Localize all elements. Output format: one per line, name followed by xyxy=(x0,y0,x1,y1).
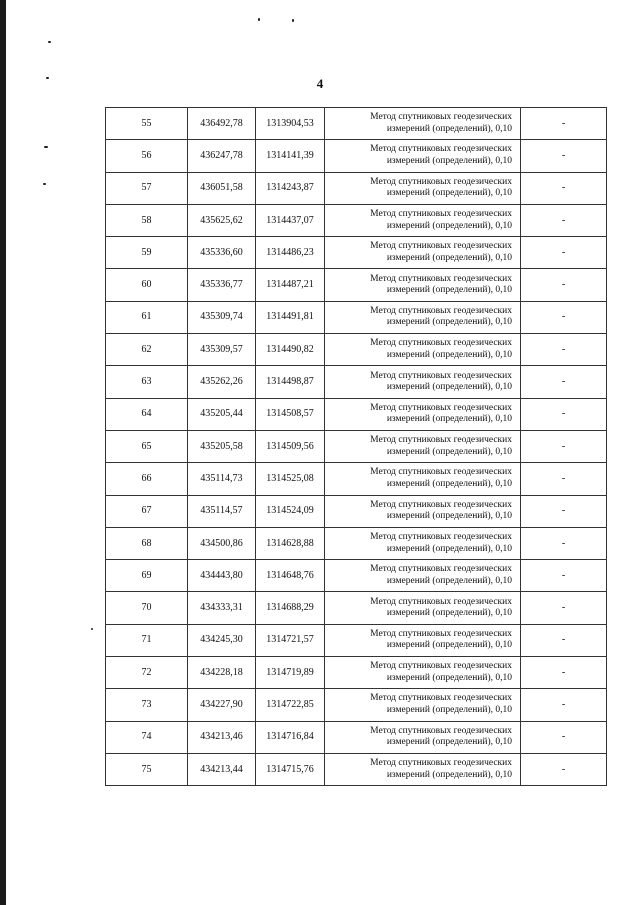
point-number-cell: 60 xyxy=(106,269,188,301)
y-coordinate-cell: 1314719,89 xyxy=(256,657,325,689)
method-text: Метод спутниковых геодезических измерений (определений), 0,10 xyxy=(370,435,512,457)
method-cell xyxy=(325,592,521,624)
extra-cell: - xyxy=(521,495,607,527)
point-number-cell: 62 xyxy=(106,334,188,366)
x-coordinate-cell: 434443,80 xyxy=(188,560,256,592)
extra-cell: - xyxy=(521,721,607,753)
x-coordinate-cell: 436492,78 xyxy=(188,108,256,140)
y-coordinate-cell: 1314524,09 xyxy=(256,495,325,527)
table-row xyxy=(106,689,607,721)
method-text: Метод спутниковых геодезических измерений (определений), 0,10 xyxy=(370,564,512,586)
y-coordinate-cell: 1313904,53 xyxy=(256,108,325,140)
y-coordinate-cell: 1314716,84 xyxy=(256,721,325,753)
point-number-cell: 65 xyxy=(106,430,188,462)
x-coordinate-cell: 435205,44 xyxy=(188,398,256,430)
y-coordinate-cell: 1314721,57 xyxy=(256,624,325,656)
method-text: Метод спутниковых геодезических измерений (определений), 0,10 xyxy=(370,661,512,683)
scan-speck xyxy=(44,146,48,148)
page-number: 4 xyxy=(316,76,324,91)
point-number-cell: 56 xyxy=(106,140,188,172)
table-row xyxy=(106,721,607,753)
x-coordinate-cell: 436051,58 xyxy=(188,172,256,204)
point-number-cell: 66 xyxy=(106,463,188,495)
extra-cell: - xyxy=(521,172,607,204)
y-coordinate-cell: 1314722,85 xyxy=(256,689,325,721)
extra-cell: - xyxy=(521,753,607,785)
extra-cell: - xyxy=(521,398,607,430)
y-coordinate-cell: 1314648,76 xyxy=(256,560,325,592)
extra-cell: - xyxy=(521,657,607,689)
method-text: Метод спутниковых геодезических измерений (определений), 0,10 xyxy=(370,370,512,393)
table-row xyxy=(106,334,607,366)
table-row xyxy=(106,624,607,656)
y-coordinate-cell: 1314628,88 xyxy=(256,527,325,559)
x-coordinate-cell: 434333,31 xyxy=(188,592,256,624)
point-number-cell: 63 xyxy=(106,366,188,398)
point-number-cell: 59 xyxy=(106,237,188,269)
table-row xyxy=(106,172,607,204)
y-coordinate-cell: 1314715,76 xyxy=(256,753,325,785)
method-cell xyxy=(325,301,521,333)
x-coordinate-cell: 436247,78 xyxy=(188,140,256,172)
extra-cell: - xyxy=(521,301,607,333)
x-coordinate-cell: 435309,74 xyxy=(188,301,256,333)
extra-cell: - xyxy=(521,108,607,140)
x-coordinate-cell: 434227,90 xyxy=(188,689,256,721)
x-coordinate-cell: 435625,62 xyxy=(188,204,256,236)
method-text: Метод спутниковых геодезических измерений (определений), 0,10 xyxy=(370,596,512,619)
scan-speck xyxy=(48,41,51,43)
method-text: Метод спутниковых геодезических измерений (определений), 0,10 xyxy=(370,176,512,199)
extra-cell: - xyxy=(521,592,607,624)
method-text: Метод спутниковых геодезических измерений (определений), 0,10 xyxy=(370,273,512,296)
y-coordinate-cell: 1314509,56 xyxy=(256,430,325,462)
method-text: Метод спутниковых геодезических измерений (определений), 0,10 xyxy=(370,241,512,263)
x-coordinate-cell: 435114,57 xyxy=(188,495,256,527)
scan-speck xyxy=(258,18,260,21)
table-row xyxy=(106,204,607,236)
method-cell xyxy=(325,753,521,785)
point-number-cell: 64 xyxy=(106,398,188,430)
method-cell xyxy=(325,269,521,301)
method-cell xyxy=(325,140,521,172)
table-row xyxy=(106,398,607,430)
point-number-cell: 61 xyxy=(106,301,188,333)
x-coordinate-cell: 434213,46 xyxy=(188,721,256,753)
point-number-cell: 55 xyxy=(106,108,188,140)
table-row xyxy=(106,140,607,172)
method-cell xyxy=(325,463,521,495)
point-number-cell: 69 xyxy=(106,560,188,592)
method-cell xyxy=(325,689,521,721)
x-coordinate-cell: 434228,18 xyxy=(188,657,256,689)
x-coordinate-cell: 434213,44 xyxy=(188,753,256,785)
table-row xyxy=(106,495,607,527)
table-row xyxy=(106,753,607,785)
scan-speck xyxy=(91,628,93,630)
table-row xyxy=(106,237,607,269)
extra-cell: - xyxy=(521,430,607,462)
x-coordinate-cell: 435336,60 xyxy=(188,237,256,269)
method-cell xyxy=(325,334,521,366)
extra-cell: - xyxy=(521,689,607,721)
y-coordinate-cell: 1314498,87 xyxy=(256,366,325,398)
table-row xyxy=(106,366,607,398)
coordinates-table xyxy=(105,107,607,786)
method-text: Метод спутниковых геодезических измерений (определений), 0,10 xyxy=(370,693,512,715)
table-row xyxy=(106,108,607,140)
method-text: Метод спутниковых геодезических измерений (определений), 0,10 xyxy=(370,144,512,166)
table-row xyxy=(106,657,607,689)
method-cell xyxy=(325,624,521,656)
y-coordinate-cell: 1314487,21 xyxy=(256,269,325,301)
scan-left-edge xyxy=(0,0,6,905)
point-number-cell: 72 xyxy=(106,657,188,689)
point-number-cell: 70 xyxy=(106,592,188,624)
x-coordinate-cell: 435309,57 xyxy=(188,334,256,366)
y-coordinate-cell: 1314508,57 xyxy=(256,398,325,430)
scan-speck xyxy=(292,19,294,22)
x-coordinate-cell: 435205,58 xyxy=(188,430,256,462)
method-cell xyxy=(325,721,521,753)
table-row xyxy=(106,527,607,559)
table-row xyxy=(106,430,607,462)
method-text: Метод спутниковых геодезических измерений (определений), 0,10 xyxy=(370,758,512,780)
scan-speck xyxy=(43,183,46,185)
point-number-cell: 74 xyxy=(106,721,188,753)
extra-cell: - xyxy=(521,624,607,656)
x-coordinate-cell: 435114,73 xyxy=(188,463,256,495)
extra-cell: - xyxy=(521,463,607,495)
y-coordinate-cell: 1314486,23 xyxy=(256,237,325,269)
extra-cell: - xyxy=(521,140,607,172)
point-number-cell: 71 xyxy=(106,624,188,656)
method-cell xyxy=(325,560,521,592)
table-row xyxy=(106,269,607,301)
method-cell xyxy=(325,204,521,236)
extra-cell: - xyxy=(521,334,607,366)
y-coordinate-cell: 1314437,07 xyxy=(256,204,325,236)
point-number-cell: 68 xyxy=(106,527,188,559)
point-number-cell: 67 xyxy=(106,495,188,527)
y-coordinate-cell: 1314141,39 xyxy=(256,140,325,172)
table-row xyxy=(106,560,607,592)
method-cell xyxy=(325,172,521,204)
method-cell xyxy=(325,398,521,430)
method-text: Метод спутниковых геодезических измерений (определений), 0,10 xyxy=(370,628,512,651)
y-coordinate-cell: 1314491,81 xyxy=(256,301,325,333)
method-cell xyxy=(325,108,521,140)
method-text: Метод спутниковых геодезических измерений (определений), 0,10 xyxy=(370,305,512,328)
extra-cell: - xyxy=(521,269,607,301)
method-text: Метод спутниковых геодезических измерений (определений), 0,10 xyxy=(370,725,512,748)
table-row xyxy=(106,592,607,624)
method-cell xyxy=(325,527,521,559)
table-row xyxy=(106,463,607,495)
method-cell xyxy=(325,366,521,398)
method-cell xyxy=(325,237,521,269)
method-cell xyxy=(325,495,521,527)
method-text: Метод спутниковых геодезических измерений (определений), 0,10 xyxy=(370,532,512,554)
method-text: Метод спутниковых геодезических измерений (определений), 0,10 xyxy=(370,209,512,231)
y-coordinate-cell: 1314688,29 xyxy=(256,592,325,624)
method-text: Метод спутниковых геодезических измерений (определений), 0,10 xyxy=(370,402,512,425)
point-number-cell: 73 xyxy=(106,689,188,721)
method-text: Метод спутниковых геодезических измерений (определений), 0,10 xyxy=(370,499,512,522)
extra-cell: - xyxy=(521,237,607,269)
y-coordinate-cell: 1314243,87 xyxy=(256,172,325,204)
x-coordinate-cell: 435336,77 xyxy=(188,269,256,301)
table-row xyxy=(106,301,607,333)
y-coordinate-cell: 1314525,08 xyxy=(256,463,325,495)
x-coordinate-cell: 434500,86 xyxy=(188,527,256,559)
extra-cell: - xyxy=(521,204,607,236)
point-number-cell: 57 xyxy=(106,172,188,204)
x-coordinate-cell: 435262,26 xyxy=(188,366,256,398)
method-cell xyxy=(325,657,521,689)
x-coordinate-cell: 434245,30 xyxy=(188,624,256,656)
point-number-cell: 58 xyxy=(106,204,188,236)
point-number-cell: 75 xyxy=(106,753,188,785)
method-cell xyxy=(325,430,521,462)
method-text: Метод спутниковых геодезических измерений (определений), 0,10 xyxy=(370,112,512,134)
method-text: Метод спутниковых геодезических измерений (определений), 0,10 xyxy=(370,467,512,489)
extra-cell: - xyxy=(521,366,607,398)
extra-cell: - xyxy=(521,527,607,559)
method-text: Метод спутниковых геодезических измерений (определений), 0,10 xyxy=(370,338,512,360)
y-coordinate-cell: 1314490,82 xyxy=(256,334,325,366)
extra-cell: - xyxy=(521,560,607,592)
